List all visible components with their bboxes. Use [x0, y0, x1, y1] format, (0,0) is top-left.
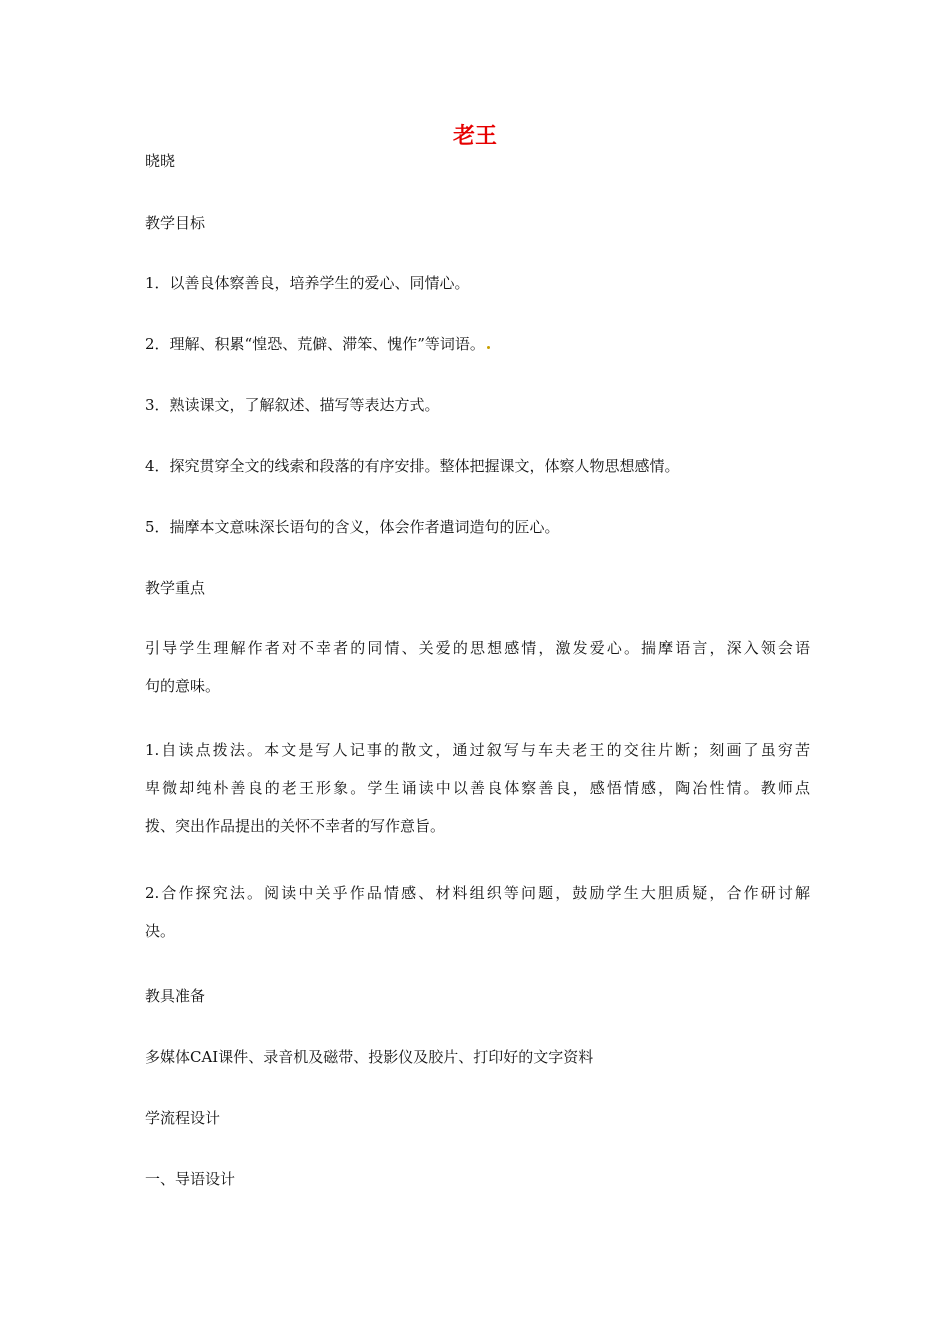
- method-2-paragraph: [145, 878, 810, 946]
- goal-item-4: 4．探究贯穿全文的线索和段落的有序安排。整体把握课文，体察人物思想感情。: [145, 457, 680, 475]
- process-heading: 学流程设计: [145, 1109, 221, 1127]
- focus-heading: 教学重点: [145, 579, 206, 597]
- tools-list: 多媒体CAI课件、录音机及磁带、投影仪及胶片、打印好的文字资料: [145, 1048, 594, 1066]
- method-1-line-2: 卑微却纯朴善良的老王形象。学生诵读中以善良体察善良，感悟情感，陶冶性情。教师点: [145, 779, 810, 797]
- author-name: 晓晓: [145, 152, 176, 170]
- goal-item-5: 5．揣摩本文意味深长语句的含义，体会作者遣词造句的匠心。: [145, 518, 560, 536]
- intro-heading: 一、导语设计: [145, 1170, 236, 1188]
- focus-line-1: 引导学生理解作者对不幸者的同情、关爱的思想感情，激发爱心。揣摩语言，深入领会语: [145, 639, 810, 657]
- goal-item-3: 3．熟读课文，了解叙述、描写等表达方式。: [145, 396, 440, 414]
- goal-item-1: 1．以善良体察善良，培养学生的爱心、同情心。: [145, 274, 470, 292]
- goal-item-2: [145, 329, 810, 359]
- goal-item-2-text: 2．理解、积累“惶恐、荒僻、滞笨、愧作”等词语。: [145, 335, 485, 353]
- method-1-paragraph: [145, 735, 810, 841]
- yellow-dot-mark: [487, 346, 490, 349]
- method-2-line-2: 决。: [145, 922, 176, 940]
- tools-heading: 教具准备: [145, 987, 206, 1005]
- method-2-line-1: 2.合作探究法。阅读中关乎作品情感、材料组织等问题，鼓励学生大胆质疑，合作研讨解: [145, 884, 810, 902]
- focus-paragraph: [145, 633, 810, 701]
- goals-heading: 教学目标: [145, 214, 206, 232]
- method-1-line-3: 拨、突出作品提出的关怀不幸者的写作意旨。: [145, 817, 446, 835]
- focus-line-2: 句的意味。: [145, 677, 221, 695]
- document-title: 老王: [452, 124, 497, 149]
- method-1-line-1: 1.自读点拨法。本文是写人记事的散文，通过叙写与车夫老王的交往片断；刻画了虽穷苦: [145, 741, 810, 759]
